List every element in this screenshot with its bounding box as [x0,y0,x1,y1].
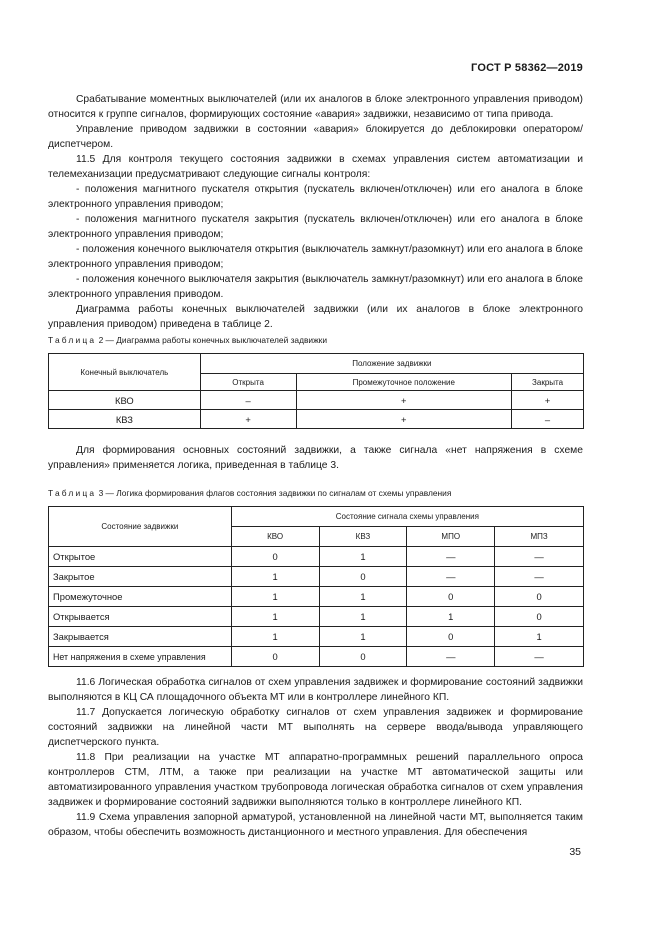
table3-caption [48,488,451,498]
table-row [49,410,584,429]
header-cell: КВЗ [319,527,407,547]
table-cell: 1 [231,607,319,627]
row-label: Закрывается [49,627,232,647]
paragraph: Управление приводом задвижки в состоянии «авария» блокируется до деблокировки оператором/диспетчером. [48,124,583,150]
closing-text [48,675,583,840]
intro-text [48,92,583,332]
caption-text: 3 — Логика формирования флагов состояния задвижки по сигналам от схемы управления [96,488,452,498]
header-cell: Открыта [200,374,296,391]
table-cell: 0 [231,647,319,667]
page-number: 35 [569,846,581,858]
table-cell: — [407,647,495,667]
table-cell: + [296,391,512,410]
table-cell: — [407,567,495,587]
table-row [49,587,584,607]
table-row [49,567,584,587]
header-cell: МПО [407,527,495,547]
paragraph: Диаграмма работы конечных выключателей задвижки (или их аналогов в блоке электронного управления приводом) приведена в таблице 2. [48,304,583,330]
table-cell: 1 [319,627,407,647]
table-cell: 1 [319,587,407,607]
table-cell: 0 [407,587,495,607]
header-cell: Положение задвижки [200,354,583,374]
row-label: Промежуточное [49,587,232,607]
table-cell: 1 [231,627,319,647]
table-row [49,547,584,567]
row-label: Открытое [49,547,232,567]
table-cell: – [200,391,296,410]
list-item: - положения конечного выключателя закрытия (выключатель замкнут/разомкнут) или его аналога в блоке электронного управления приводом. [48,274,583,300]
table-cell: 1 [407,607,495,627]
table-cell: 1 [319,607,407,627]
table-cell: + [512,391,584,410]
row-label: Закрытое [49,567,232,587]
table-cell: — [407,547,495,567]
row-label: Нет напряжения в схеме управления [49,647,232,667]
header-cell: Промежуточное положение [296,374,512,391]
header-cell: Состояние сигнала схемы управления [231,507,583,527]
table-cell: 1 [231,567,319,587]
header-cell: КВО [231,527,319,547]
table-row [49,607,584,627]
table-cell: — [495,567,584,587]
table2-caption [48,335,327,345]
table-cell: 0 [231,547,319,567]
caption-word: Таблица [48,335,97,345]
paragraph: 11.8 При реализации на участке МТ аппаратно-программных решений параллельного опроса контроллеров СТМ, ЛТМ, а также при реализации на участке МТ автоматической защиты или автоматизированного управления участком трубопровода логическая обработка сигналов от схем управления задвижек и формирование состояний задвижки выполняются только в контроллере линейного КП. [48,752,583,808]
table-cell: — [495,547,584,567]
header-cell: Конечный выключатель [49,354,201,391]
standard-header: ГОСТ Р 58362—2019 [471,62,583,74]
table-cell: 0 [495,587,584,607]
header-cell: МПЗ [495,527,584,547]
row-label: КВО [49,391,201,410]
table-cell: 1 [495,627,584,647]
paragraph: 11.5 Для контроля текущего состояния задвижки в схемах управления систем автоматизации и телемеханизации предусматривают следующие сигналы контроля: [48,154,583,180]
table-cell: 1 [319,547,407,567]
paragraph: Для формирования основных состояний задвижки, а также сигнала «нет напряжения в схеме управления» применяется логика, приведенная в таблице 3. [48,445,583,471]
paragraph: Срабатывание моментных выключателей (или их аналогов в блоке электронного управления приводом) относится к группе сигналов, формирующих состояние «авария» задвижки, независимо от типа привода. [48,94,583,120]
limit-switch-table [48,353,584,429]
state-logic-table [48,506,584,667]
table-cell: 0 [407,627,495,647]
paragraph: 11.9 Схема управления запорной арматурой, установленной на линейной части МТ, выполняется таким образом, чтобы обеспечить возможность дистанционного и местного управления. Для обеспечения [48,812,583,838]
table-cell: 0 [319,647,407,667]
middle-text [48,443,583,473]
header-cell: Закрыта [512,374,584,391]
caption-text: 2 — Диаграмма работы конечных выключателей задвижки [96,335,328,345]
list-item: - положения магнитного пускателя открытия (пускатель включен/отключен) или его аналога в блоке электронного управления приводом; [48,184,583,210]
table-cell: – [512,410,584,429]
table-cell: 0 [319,567,407,587]
paragraph: 11.7 Допускается логическую обработку сигналов от схем управления задвижек и формирование состояний задвижки на линейной части МТ выполнять на сервере ввода/вывода управляющего диспетчерского пункта. [48,707,583,748]
table-cell: + [296,410,512,429]
table-row [49,647,584,667]
paragraph: 11.6 Логическая обработка сигналов от схем управления задвижек и формирование состояний задвижки выполняются в КЦ СА площадочного объекта МТ или в контроллере линейного КП. [48,677,583,703]
header-cell: Состояние задвижки [49,507,232,547]
table-cell: — [495,647,584,667]
row-label: Открывается [49,607,232,627]
list-item: - положения конечного выключателя открытия (выключатель замкнут/разомкнут) или его аналога в блоке электронного управления приводом; [48,244,583,270]
table-cell: + [200,410,296,429]
row-label: КВЗ [49,410,201,429]
table-cell: 1 [231,587,319,607]
table-row [49,627,584,647]
list-item: - положения магнитного пускателя закрытия (пускатель включен/отключен) или его аналога в блоке электронного управления приводом; [48,214,583,240]
caption-word: Таблица [48,488,97,498]
table-cell: 0 [495,607,584,627]
table-row [49,391,584,410]
